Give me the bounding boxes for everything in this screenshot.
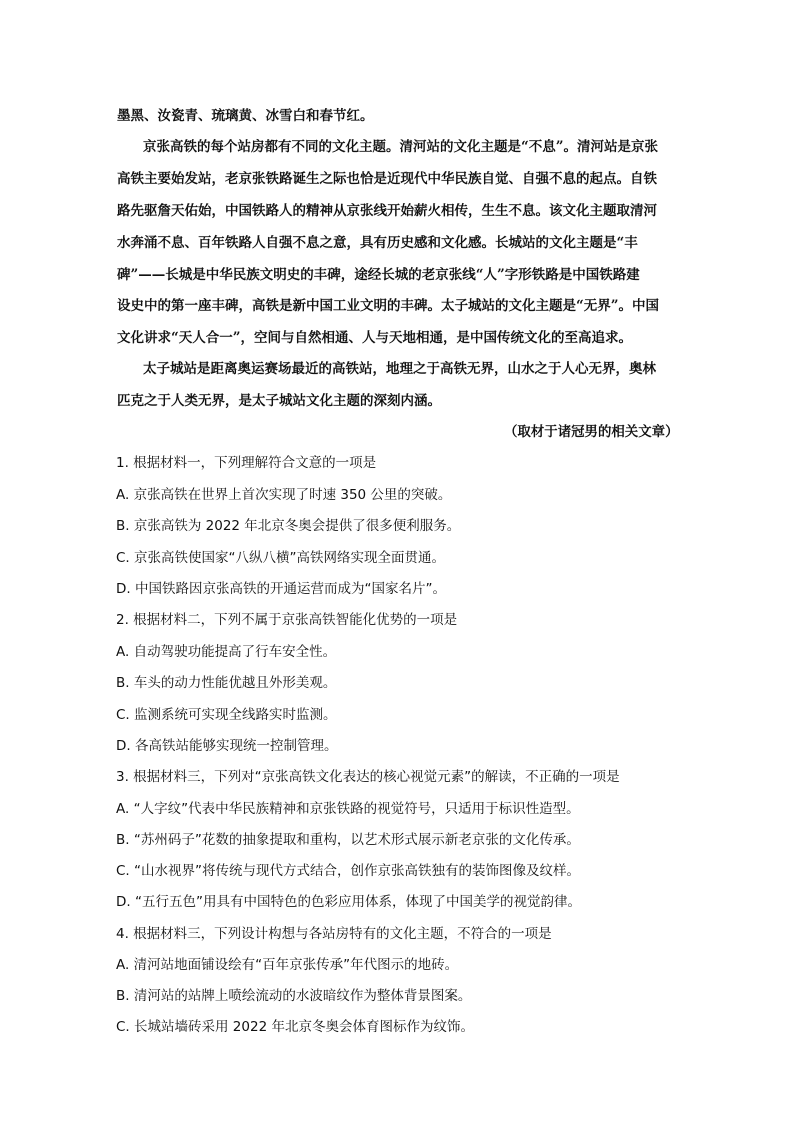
question-option: C. 监测系统可实现全线路实时监测。 [116,707,337,723]
question-option: A. 京张高铁在世界上首次实现了时速 350 公里的突破。 [116,487,452,503]
question-option: B. 车头的动力性能优越且外形美观。 [116,675,337,691]
question-option: B. “苏州码子”花数的抽象提取和重构，以艺术形式展示新老京张的文化传承。 [116,832,580,848]
question-option: A. 自动驾驶功能提高了行车安全性。 [116,644,337,660]
question-option: C. 京张高铁使国家“八纵八横”高铁网络实现全面贯通。 [116,550,445,566]
passage-line: 碑”——长城是中华民族文明史的丰碑，途经长城的老京张线“人”字形铁路是中国铁路建 [117,267,640,283]
question-option: C. 长城站墙砖采用 2022 年北京冬奥会体育图标作为纹饰。 [116,1019,474,1035]
question-option: D. “五行五色”用具有中国特色的色彩应用体系，体现了中国美学的视觉韵律。 [116,894,581,910]
passage-line: 太子城站是距离奥运赛场最近的高铁站，地理之于高铁无界，山水之于人心无界，奥林 [143,361,656,377]
passage-line: 高铁主要始发站，老京张铁路诞生之际也恰是近现代中华民族自觉、自强不息的起点。自铁 [117,171,657,187]
question-stem: 4. 根据材料三，下列设计构想与各站房特有的文化主题，不符合的一项是 [116,926,552,942]
passage-line: 匹克之于人类无界，是太子城站文化主题的深刻内涵。 [117,393,441,409]
passage-line: 文化讲求“天人合一”，空间与自然相通、人与天地相通，是中国传统文化的至高追求。 [117,330,633,346]
question-stem: 1. 根据材料一，下列理解符合文意的一项是 [116,455,377,471]
question-option: D. 中国铁路因京张高铁的开通运营而成为“国家名片”。 [116,581,446,597]
question-option: A. 清河站地面铺设绘有“百年京张传承”年代图示的地砖。 [116,957,459,973]
question-option: A. “人字纹”代表中华民族精神和京张铁路的视觉符号，只适用于标识性造型。 [116,801,580,817]
passage-line: 京张高铁的每个站房都有不同的文化主题。清河站的文化主题是“不息”。清河站是京张 [143,139,659,155]
passage-line: 路先驱詹天佑始，中国铁路人的精神从京张线开始薪火相传，生生不息。该文化主题取清河 [117,203,657,219]
question-option: B. 清河站的站牌上喷绘流动的水波暗纹作为整体背景图案。 [116,988,472,1004]
passage-line: 设史中的第一座丰碑，高铁是新中国工业文明的丰碑。太子城站的文化主题是“无界”。中国 [117,298,660,314]
question-stem: 2. 根据材料二，下列不属于京张高铁智能化优势的一项是 [116,612,458,628]
passage-source: （取材于诸冠男的相关文章） [503,424,678,440]
question-option: B. 京张高铁为 2022 年北京冬奥会提供了很多便利服务。 [116,518,461,534]
question-option: C. “山水视界”将传统与现代方式结合，创作京张高铁独有的装饰图像及纹样。 [116,863,580,879]
question-option: D. 各高铁站能够实现统一控制管理。 [116,738,338,754]
passage-line: 墨黑、汝瓷青、琉璃黄、冰雪白和春节红。 [117,108,374,124]
question-stem: 3. 根据材料三，下列对“京张高铁文化表达的核心视觉元素”的解读，不正确的一项是 [116,769,620,785]
passage-line: 水奔涌不息、百年铁路人自强不息之意，具有历史感和文化感。长城站的文化主题是“丰 [117,235,638,251]
